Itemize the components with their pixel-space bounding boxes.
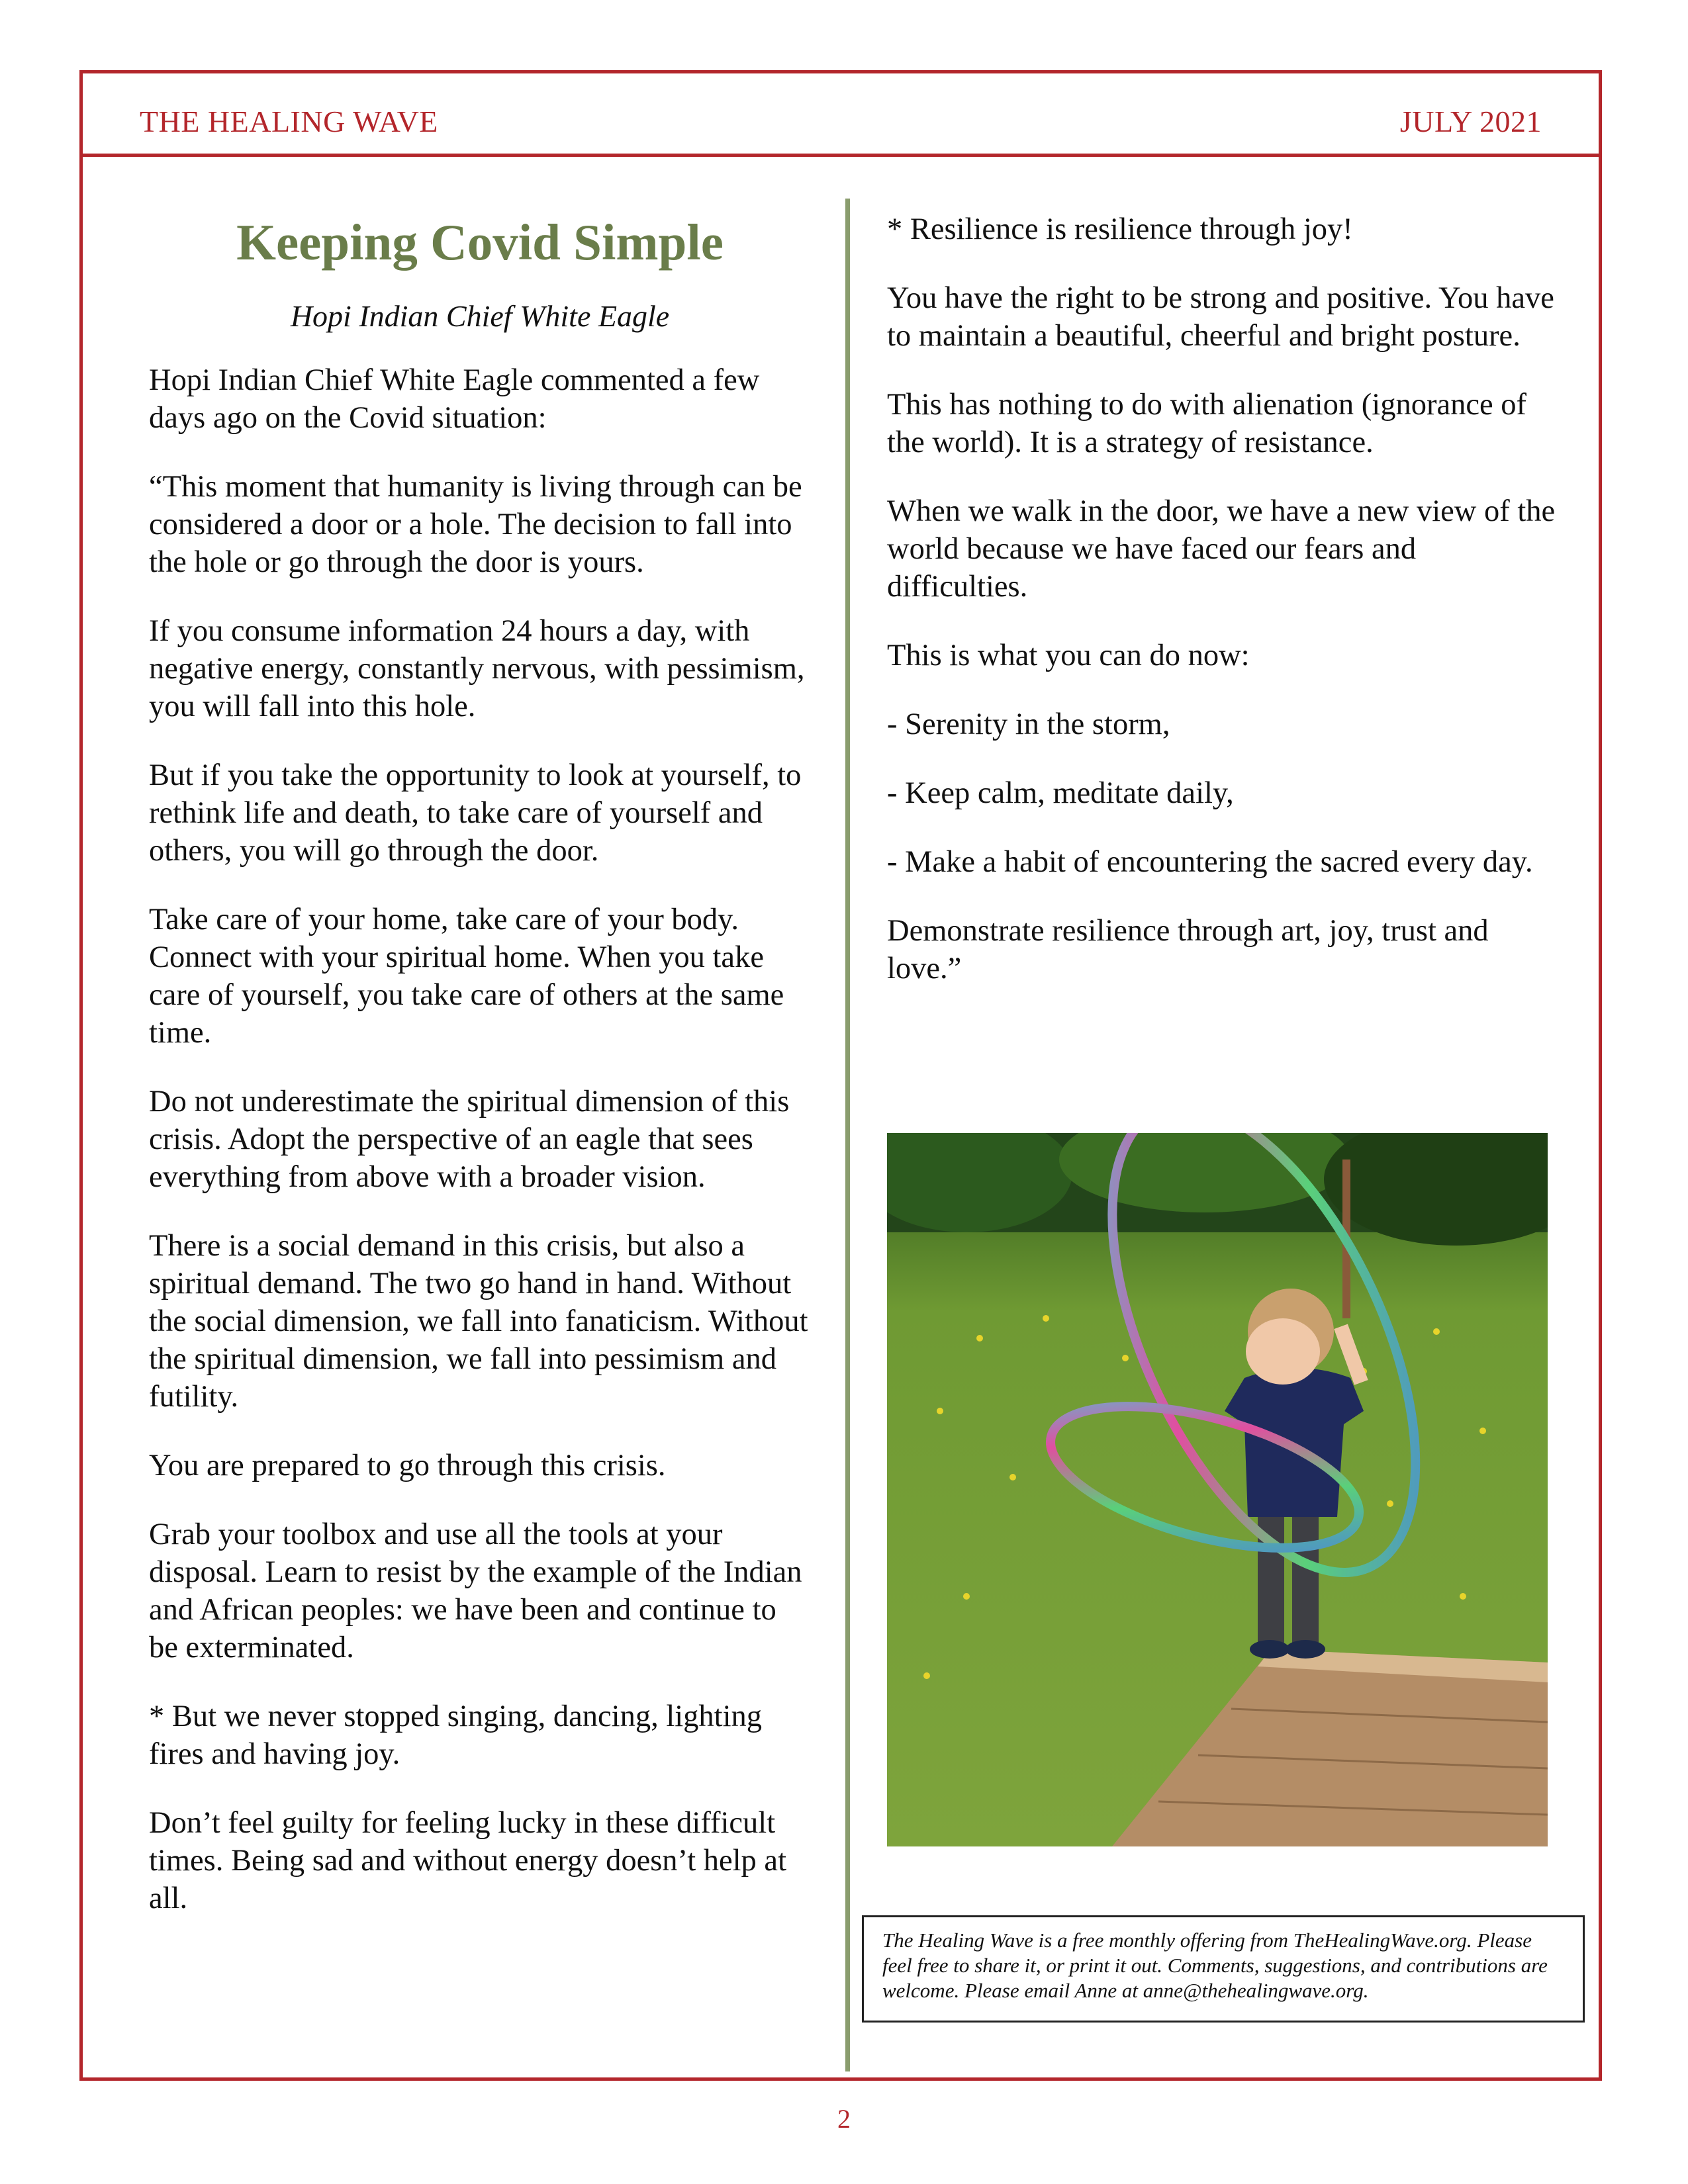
photo-illustration	[887, 1133, 1548, 1846]
child-hula-hoop-photo	[887, 1133, 1548, 1846]
newsletter-name: THE HEALING WAVE	[140, 105, 438, 138]
paragraph: Grab your toolbox and use all the tools at your disposal. Learn to resist by the example of the Indian and African peoples: we have been and continue to be exterminated.	[149, 1517, 802, 1664]
page-number: 2	[837, 2104, 851, 2134]
paragraph: * Resilience is resilience through joy!	[887, 212, 1353, 246]
paragraph: This has nothing to do with alienation (ignorance of the world). It is a strategy of resistance.	[887, 388, 1526, 459]
right-column	[887, 210, 1562, 1019]
paragraph: Do not underestimate the spiritual dimension of this crisis. Adopt the perspective of an eagle that sees everything from above with a broader vision.	[149, 1084, 790, 1194]
paragraph: Don’t feel guilty for feeling lucky in these difficult times. Being sad and without energy doesn’t help at all.	[149, 1805, 786, 1915]
issue-date: JULY 2021	[1399, 105, 1542, 138]
article-title: Keeping Covid Simple	[236, 214, 724, 271]
newsletter-footer-note: The Healing Wave is a free monthly offering from TheHealingWave.org. Please feel free to share it, or print it out. Comments, suggestions, and contributions are welcome. Please email Anne at anne@thehealingwave.org.	[862, 1915, 1585, 2023]
paragraph: But if you take the opportunity to look at yourself, to rethink life and death, to take care of yourself and others, you will go through the door.	[149, 758, 802, 868]
newsletter-header	[83, 73, 1599, 157]
paragraph: When we walk in the door, we have a new view of the world because we have faced our fears and difficulties.	[887, 494, 1556, 604]
column-divider	[845, 199, 850, 2071]
article-byline: Hopi Indian Chief White Eagle	[290, 299, 670, 334]
paragraph: Hopi Indian Chief White Eagle commented a few days ago on the Covid situation:	[149, 363, 760, 435]
paragraph: * But we never stopped singing, dancing, lighting fires and having joy.	[149, 1699, 763, 1771]
paragraph: This is what you can do now:	[887, 639, 1250, 672]
left-column	[149, 212, 811, 1948]
list-item: - Serenity in the storm,	[887, 707, 1170, 741]
paragraph: There is a social demand in this crisis, but also a spiritual demand. The two go hand in hand. Without the social dimension, we fall into fanaticism. Without the spiritual dimension, we fall into pessimism and futility.	[149, 1228, 808, 1414]
paragraph: Take care of your home, take care of your body. Connect with your spiritual home. When you take care of yourself, you take care of others at the same time.	[149, 902, 784, 1050]
list-item: - Keep calm, meditate daily,	[887, 776, 1234, 810]
paragraph: If you consume information 24 hours a day, with negative energy, constantly nervous, with pessimism, you will fall into this hole.	[149, 614, 805, 723]
paragraph: “This moment that humanity is living through can be considered a door or a hole. The decision to fall into the hole or go through the door is yours.	[149, 469, 802, 579]
list-item: - Make a habit of encountering the sacred every day.	[887, 845, 1533, 879]
paragraph: You have the right to be strong and positive. You have to maintain a beautiful, cheerful and bright posture.	[887, 281, 1554, 353]
paragraph: Demonstrate resilience through art, joy, trust and love.”	[887, 914, 1489, 985]
paragraph: You are prepared to go through this crisis.	[149, 1448, 666, 1482]
